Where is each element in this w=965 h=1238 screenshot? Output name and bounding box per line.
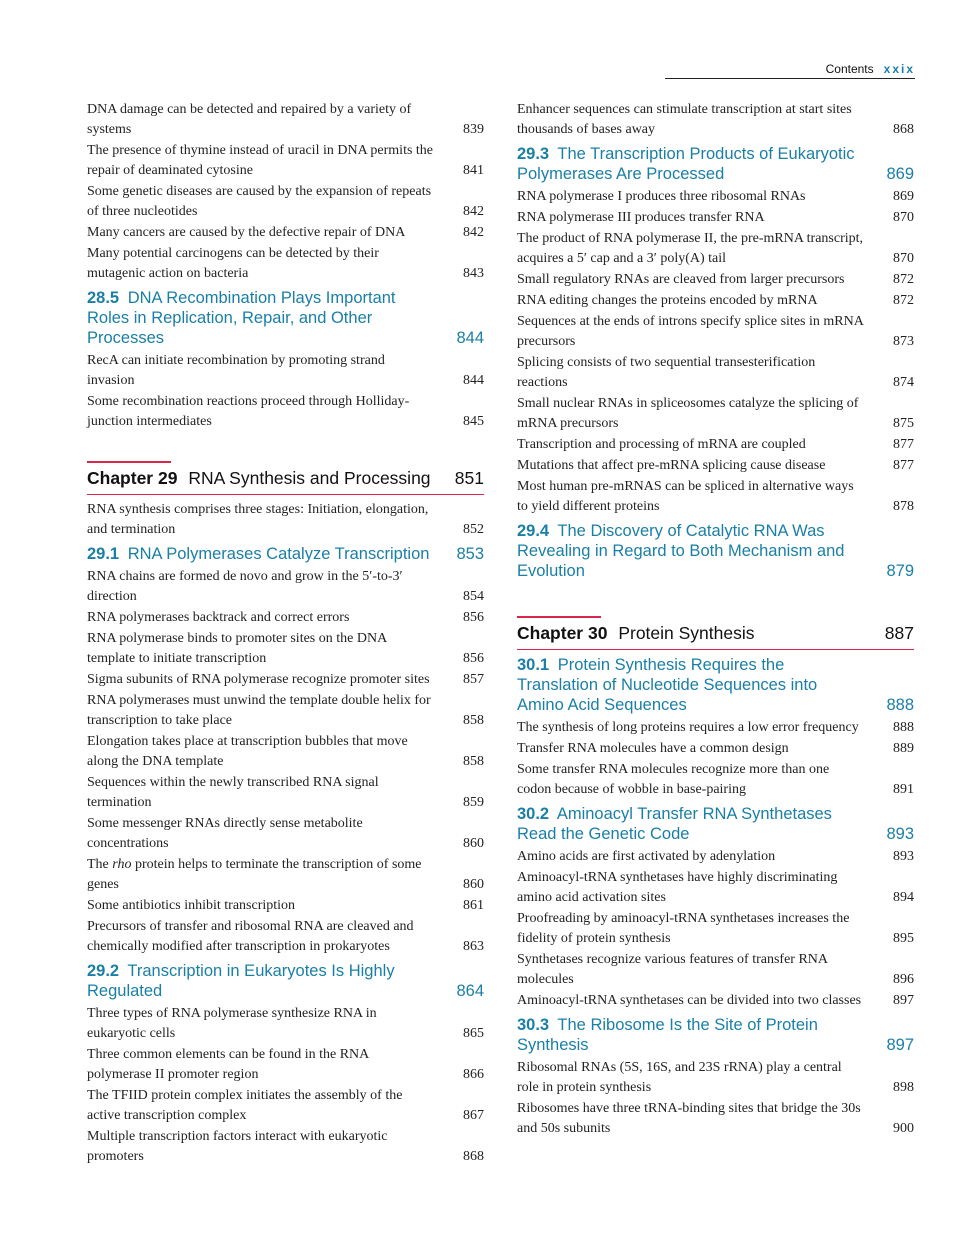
- toc-entry[interactable]: Small nuclear RNAs in spliceosomes catalyze the splicing of mRNA precursors 875: [517, 396, 914, 431]
- toc-entry[interactable]: RNA polymerase III produces transfer RNA 870: [517, 210, 914, 225]
- toc-entry[interactable]: The TFIID protein complex initiates the assembly of the active transcription complex 867: [87, 1088, 484, 1123]
- running-head-label: Contents: [825, 62, 874, 76]
- toc-entry[interactable]: Enhancer sequences can stimulate transcription at start sites thousands of bases away 868: [517, 102, 914, 137]
- chapter-30-heading[interactable]: Chapter 30 Protein Synthesis 887: [517, 618, 914, 650]
- running-head-page-number: xxix: [883, 62, 915, 76]
- toc-entry[interactable]: Most human pre-mRNAS can be spliced in alternative ways to yield different proteins 878: [517, 479, 914, 514]
- section-heading-28-5[interactable]: 28.5 DNA Recombination Plays Important Roles in Replication, Repair, and Other Processes 844: [87, 289, 484, 347]
- toc-entry[interactable]: Some messenger RNAs directly sense metabolite concentrations 860: [87, 816, 484, 851]
- toc-entry[interactable]: RNA polymerases backtrack and correct errors 856: [87, 610, 484, 625]
- toc-entry[interactable]: RNA polymerase binds to promoter sites on the DNA template to initiate transcription 856: [87, 631, 484, 666]
- toc-right-column: [517, 100, 914, 1140]
- toc-entry[interactable]: The synthesis of long proteins requires a low error frequency 888: [517, 720, 914, 735]
- chapter-29-heading[interactable]: Chapter 29 RNA Synthesis and Processing 851: [87, 463, 484, 495]
- toc-entry[interactable]: RNA polymerase I produces three ribosomal RNAs 869: [517, 189, 914, 204]
- toc-entry[interactable]: RNA editing changes the proteins encoded by mRNA 872: [517, 293, 914, 308]
- toc-entry[interactable]: Sequences within the newly transcribed RNA signal termination 859: [87, 775, 484, 810]
- toc-entry[interactable]: Some recombination reactions proceed through Holliday-junction intermediates 845: [87, 394, 484, 429]
- toc-entry[interactable]: Synthetases recognize various features of transfer RNA molecules 896: [517, 952, 914, 987]
- toc-entry[interactable]: Ribosomes have three tRNA-binding sites that bridge the 30s and 50s subunits 900: [517, 1101, 914, 1136]
- toc-entry[interactable]: Precursors of transfer and ribosomal RNA are cleaved and chemically modified after transcription in prokaryotes 863: [87, 919, 484, 954]
- toc-entry[interactable]: DNA damage can be detected and repaired by a variety of systems 839: [87, 102, 484, 137]
- section-heading-29-4[interactable]: 29.4 The Discovery of Catalytic RNA Was Revealing in Regard to Both Mechanism and Evolution 879: [517, 522, 914, 580]
- chapter-label: Chapter 30: [517, 623, 608, 643]
- toc-entry[interactable]: Amino acids are first activated by adenylation 893: [517, 849, 914, 864]
- section-heading-30-3[interactable]: 30.3 The Ribosome Is the Site of Protein Synthesis 897: [517, 1016, 914, 1054]
- toc-entry[interactable]: Aminoacyl-tRNA synthetases have highly discriminating amino acid activation sites 894: [517, 870, 914, 905]
- toc-entry[interactable]: The rho protein helps to terminate the transcription of some genes 860: [87, 857, 484, 892]
- toc-entry[interactable]: Multiple transcription factors interact with eukaryotic promoters 868: [87, 1129, 484, 1164]
- toc-entry[interactable]: Some genetic diseases are caused by the expansion of repeats of three nucleotides 842: [87, 184, 484, 219]
- toc-entry[interactable]: Many potential carcinogens can be detected by their mutagenic action on bacteria 843: [87, 246, 484, 281]
- toc-entry[interactable]: RNA chains are formed de novo and grow in the 5′-to-3′ direction 854: [87, 569, 484, 604]
- toc-entry[interactable]: The product of RNA polymerase II, the pre-mRNA transcript, acquires a 5′ cap and a 3′ poly(A) tail 870: [517, 231, 914, 266]
- section-heading-29-3[interactable]: 29.3 The Transcription Products of Eukaryotic Polymerases Are Processed 869: [517, 145, 914, 183]
- toc-entry[interactable]: Sigma subunits of RNA polymerase recognize promoter sites 857: [87, 672, 484, 687]
- toc-left-column: [87, 100, 484, 1168]
- toc-entry[interactable]: Sequences at the ends of introns specify splice sites in mRNA precursors 873: [517, 314, 914, 349]
- toc-entry[interactable]: RecA can initiate recombination by promoting strand invasion 844: [87, 353, 484, 388]
- toc-entry[interactable]: Transfer RNA molecules have a common design 889: [517, 741, 914, 756]
- toc-entry[interactable]: Proofreading by aminoacyl-tRNA synthetases increases the fidelity of protein synthesis 895: [517, 911, 914, 946]
- toc-entry[interactable]: Ribosomal RNAs (5S, 16S, and 23S rRNA) play a central role in protein synthesis 898: [517, 1060, 914, 1095]
- toc-entry[interactable]: Three common elements can be found in the RNA polymerase II promoter region 866: [87, 1047, 484, 1082]
- toc-entry[interactable]: Some transfer RNA molecules recognize more than one codon because of wobble in base-pairing 891: [517, 762, 914, 797]
- toc-entry[interactable]: Elongation takes place at transcription bubbles that move along the DNA template 858: [87, 734, 484, 769]
- toc-entry[interactable]: Many cancers are caused by the defective repair of DNA 842: [87, 225, 484, 240]
- section-heading-29-1[interactable]: 29.1 RNA Polymerases Catalyze Transcription 853: [87, 545, 484, 563]
- running-head: [665, 62, 915, 79]
- toc-entry[interactable]: The presence of thymine instead of uracil in DNA permits the repair of deaminated cytosine 841: [87, 143, 484, 178]
- toc-entry[interactable]: RNA polymerases must unwind the template double helix for transcription to take place 858: [87, 693, 484, 728]
- section-heading-30-1[interactable]: 30.1 Protein Synthesis Requires the Translation of Nucleotide Sequences into Amino Acid Sequences 888: [517, 656, 914, 714]
- toc-entry[interactable]: RNA synthesis comprises three stages: Initiation, elongation, and termination 852: [87, 502, 484, 537]
- chapter-label: Chapter 29: [87, 468, 178, 488]
- toc-entry[interactable]: Three types of RNA polymerase synthesize RNA in eukaryotic cells 865: [87, 1006, 484, 1041]
- toc-entry[interactable]: Splicing consists of two sequential transesterification reactions 874: [517, 355, 914, 390]
- toc-entry[interactable]: Mutations that affect pre-mRNA splicing cause disease 877: [517, 458, 914, 473]
- toc-entry[interactable]: Small regulatory RNAs are cleaved from larger precursors 872: [517, 272, 914, 287]
- toc-entry[interactable]: Aminoacyl-tRNA synthetases can be divided into two classes 897: [517, 993, 914, 1008]
- section-heading-30-2[interactable]: 30.2 Aminoacyl Transfer RNA Synthetases Read the Genetic Code 893: [517, 805, 914, 843]
- toc-entry[interactable]: Some antibiotics inhibit transcription 861: [87, 898, 484, 913]
- section-heading-29-2[interactable]: 29.2 Transcription in Eukaryotes Is Highly Regulated 864: [87, 962, 484, 1000]
- toc-entry[interactable]: Transcription and processing of mRNA are coupled 877: [517, 437, 914, 452]
